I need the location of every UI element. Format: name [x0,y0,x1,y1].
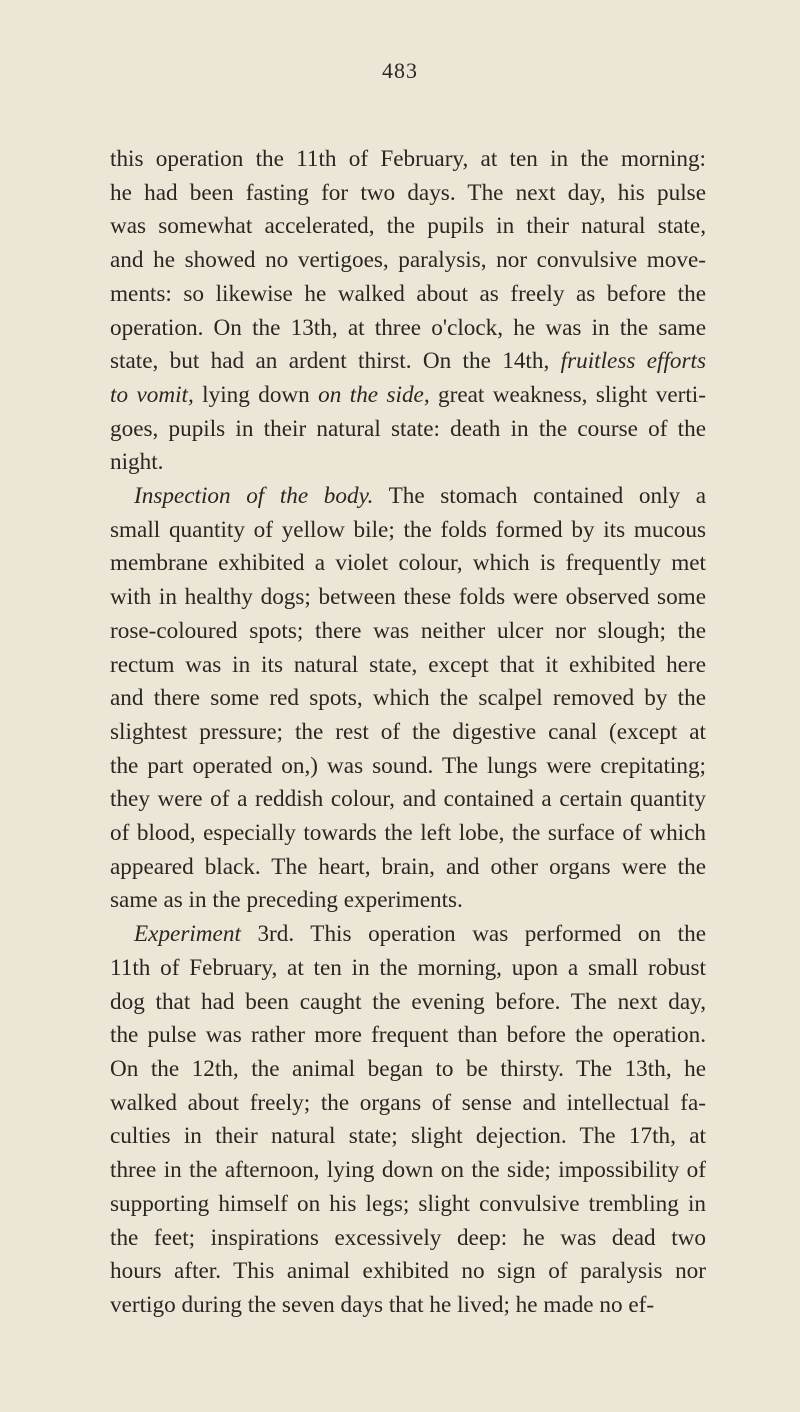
text-line [110,649,706,683]
text-run: supporting himself on his legs; slight convulsive trembling in [110,1190,706,1217]
text-run: rectum was in its natural state, except that it exhibited here [110,651,706,678]
text-line [110,244,706,278]
italic-run: fruitless efforts [560,348,706,375]
text-line [110,716,706,750]
text-line [110,446,706,480]
text-run: state, but had an ardent thirst. On the 14th, [110,348,561,375]
text-line [110,682,706,716]
text-line [110,750,706,784]
text-line [110,615,706,649]
text-run: operation. On the 13th, at three o'clock, he was in the same [110,314,706,341]
text-line [110,884,706,918]
text-line [110,312,706,346]
text-run: culties in their natural state; slight dejection. The 17th, at [110,1123,706,1150]
text-run: the pulse was rather more frequent than before the operation. [110,1022,706,1049]
text-run: was somewhat accelerated, the pupils in their natural state, [110,213,706,240]
text-run: and he showed no vertigoes, paralysis, nor convulsive move- [110,247,706,274]
text-line [110,345,706,379]
text-run: slightest pressure; the rest of the digestive canal (except at [110,718,706,745]
text-run: walked about freely; the organs of sense and intellectual fa- [110,1089,706,1116]
italic-run: Inspection of the body. [134,483,374,510]
body-text [110,143,706,1323]
italic-run: to vomit, [110,381,194,408]
text-run: same as in the preceding experiments. [110,887,463,914]
text-run: of blood, especially towards the left lobe, the surface of which [110,820,706,847]
text-line [110,278,706,312]
paragraph [110,143,706,480]
text-line [110,1222,706,1256]
text-line [110,413,706,447]
text-run: lying down [193,381,319,408]
italic-run: Experiment [134,921,241,948]
text-line [110,986,706,1020]
text-run: ments: so likewise he walked about as freely as before the [110,280,706,307]
text-line [110,1087,706,1121]
text-line [110,1188,706,1222]
text-line [110,177,706,211]
text-run: they were of a reddish colour, and contained a certain quantity [110,786,706,813]
text-run: with in healthy dogs; between these folds were observed some [110,584,706,611]
text-line [110,1019,706,1053]
text-run: three in the afternoon, lying down on the side; impossibility of [110,1157,706,1184]
text-run: small quantity of yellow bile; the folds formed by its mucous [110,516,706,543]
text-run: vertigo during the seven days that he lived; he made no ef- [110,1291,655,1318]
text-run: 11th of February, at ten in the morning, upon a small robust [110,954,706,981]
text-run: rose-coloured spots; there was neither ulcer nor slough; the [110,617,706,644]
text-run: he had been fasting for two days. The next day, his pulse [110,179,706,206]
page-number: 483 [382,58,418,83]
text-line [110,210,706,244]
text-run: On the 12th, the animal began to be thirsty. The 13th, he [110,1055,706,1082]
text-run: this operation the 11th of February, at ten in the morning: [110,146,706,172]
text-run: The stomach contained only a [373,483,707,510]
text-run: and there some red spots, which the scalpel removed by the [110,685,706,712]
text-line [110,480,706,514]
text-run: appeared black. The heart, brain, and other organs were the [110,853,706,880]
text-run: goes, pupils in their natural state: death in the course of the [110,415,706,442]
text-line [110,547,706,581]
text-run: night. [110,449,164,476]
paragraph [110,480,706,918]
text-line [110,817,706,851]
text-run: hours after. This animal exhibited no sign of paralysis nor [110,1258,706,1285]
text-line [110,851,706,885]
text-line [110,1154,706,1188]
text-line [110,143,706,177]
text-line [110,581,706,615]
text-run: the part operated on,) was sound. The lungs were crepitating; [110,752,706,779]
italic-run: on the side, [318,381,430,408]
paragraph [110,918,706,1322]
text-run: the feet; inspirations excessively deep: he was dead two [110,1224,706,1251]
text-line [110,379,706,413]
text-line [110,1120,706,1154]
text-line [110,1255,706,1289]
text-run: 3rd. This operation was performed on the [240,921,706,948]
text-line [110,1289,706,1323]
text-run: dog that had been caught the evening before. The next day, [110,988,706,1015]
text-run: membrane exhibited a violet colour, which is frequently met [110,550,706,577]
text-line [110,783,706,817]
text-line [110,1053,706,1087]
text-line [110,952,706,986]
text-run: great weakness, slight verti- [429,381,706,408]
text-line [110,514,706,548]
text-line [110,918,706,952]
